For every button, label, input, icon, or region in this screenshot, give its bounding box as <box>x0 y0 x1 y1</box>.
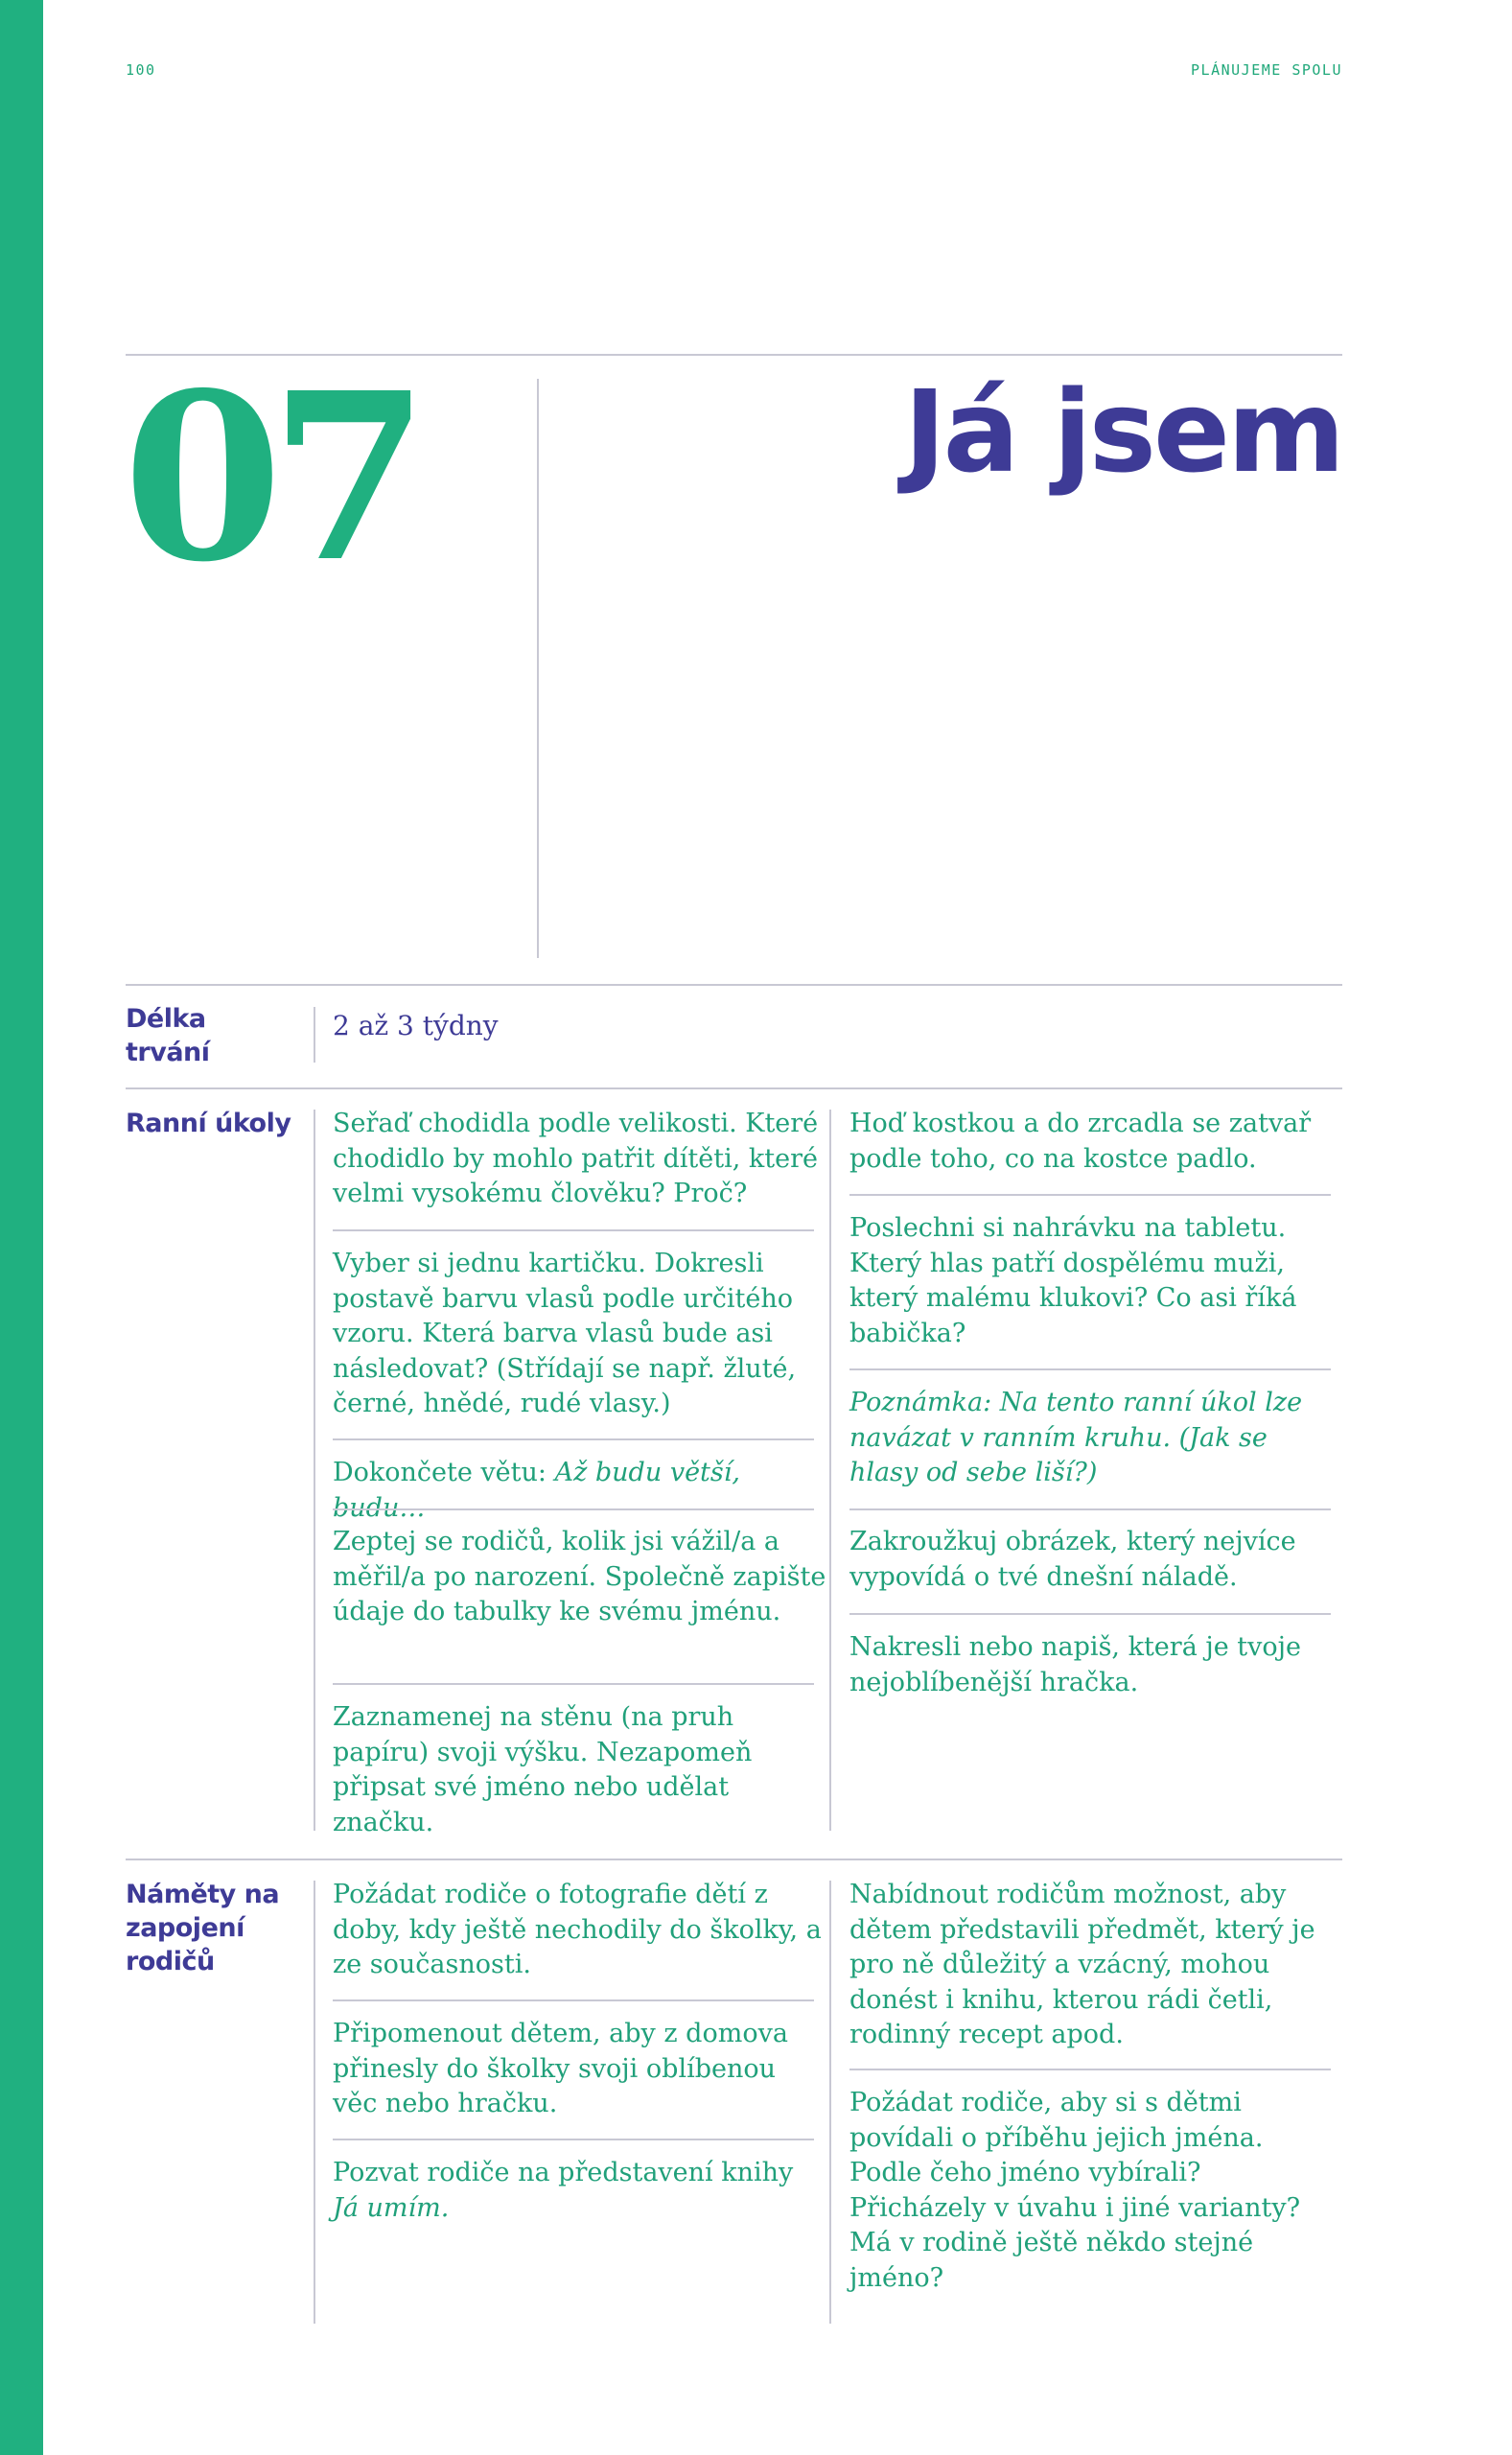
parents-idea-item: Požádat rodiče, aby si s dětmi povídali o příběhu jejich jména. Podle čeho jméno vybírali? Přicházely v úvahu i jiné varianty? Má v rodině ještě někdo stejné jméno? <box>849 2088 1301 2293</box>
morning-task-item: Zeptej se rodičů, kolik jsi vážil/a a měřil/a po narození. Společně zapište údaje do tabulky ke svému jménu. <box>333 1527 826 1626</box>
running-head: PLÁNUJEME SPOLU <box>1191 61 1342 79</box>
item-divider <box>333 1438 814 1440</box>
morning-task-item: Seřaď chodidla podle velikosti. Které chodidlo by mohlo patřit dítěti, které velmi vysokému člověku? Proč? <box>333 1109 819 1208</box>
morning-tasks-label: Ranní úkoly <box>126 1109 291 1138</box>
morning-task-prefix: Dokončete větu: <box>333 1458 555 1487</box>
morning-task-item: Vyber si jednu kartičku. Dokresli postavě barvu vlasů podle určitého vzoru. Která barva vlasů bude asi následovat? (Střídají se např. žluté, černé, hnědé, rudé vlasy.) <box>333 1249 797 1418</box>
chapter-title: Já jsem <box>903 365 1342 498</box>
parents-idea-item: Požádat rodiče o fotografie dětí z doby, kdy ještě nechodily do školky, a ze současnosti. <box>333 1880 822 1979</box>
item-divider <box>849 2069 1331 2070</box>
parents-idea-item: Připomenout dětem, aby z domova přinesly do školky svoji oblíbenou věc nebo hračku. <box>333 2019 788 2118</box>
chapter-number: 07 <box>123 342 416 613</box>
item-divider <box>333 2139 814 2140</box>
morning-col1-divider <box>314 1110 315 1831</box>
parents-label: Náměty na zapojení rodičů <box>126 1880 280 1976</box>
duration-label: Délka trvání <box>126 1004 210 1067</box>
parents-idea-italic: Já umím. <box>333 2192 450 2223</box>
duration-divider <box>314 1007 315 1063</box>
duration-top-rule <box>126 984 1342 986</box>
morning-col2-divider <box>829 1110 831 1831</box>
parents-col2-divider <box>829 1881 831 2324</box>
item-divider <box>333 1999 814 2001</box>
duration-value: 2 až 3 týdny <box>333 1010 499 1041</box>
morning-task-item: Nakresli nebo napiš, která je tvoje nejoblíbenější hračka. <box>849 1632 1302 1697</box>
morning-task-item <box>333 1456 826 1526</box>
item-divider <box>849 1508 1331 1510</box>
chapter-divider <box>537 379 539 958</box>
item-divider <box>333 1683 814 1685</box>
item-divider <box>849 1613 1331 1615</box>
item-divider <box>849 1368 1331 1370</box>
morning-task-note: Poznámka: Na tento ranní úkol lze navázat v ranním kruhu. (Jak se hlasy od sebe liší?) <box>849 1388 1303 1487</box>
morning-task-italic: Až budu větší, budu… <box>333 1458 740 1523</box>
page-number: 100 <box>126 61 156 79</box>
parents-idea-item <box>333 2156 826 2226</box>
parents-idea-item: Nabídnout rodičům možnost, aby dětem představili předmět, který je pro ně důležitý a vzácný, mohou donést i knihu, kterou rádi četli, rodinný recept apod. <box>849 1880 1315 2049</box>
morning-task-item: Poslechni si nahrávku na tabletu. Který hlas patří dospělému muži, který malému klukovi? Co asi říká babička? <box>849 1213 1297 1348</box>
item-divider <box>333 1508 814 1510</box>
morning-task-item: Hoď kostkou a do zrcadla se zatvař podle toho, co na kostce padlo. <box>849 1109 1312 1174</box>
morning-tasks-top-rule <box>126 1087 1342 1089</box>
item-divider <box>333 1229 814 1231</box>
parents-col1-divider <box>314 1881 315 2324</box>
parents-top-rule <box>126 1859 1342 1860</box>
item-divider <box>849 1194 1331 1196</box>
parents-idea-prefix: Pozvat rodiče na představení knihy <box>333 2158 794 2187</box>
side-color-bar <box>0 0 43 2455</box>
morning-task-item: Zaznamenej na stěnu (na pruh papíru) svoji výšku. Nezapomeň připsat své jméno nebo udělat značku. <box>333 1702 753 1837</box>
morning-task-item: Zakroužkuj obrázek, který nejvíce vypovídá o tvé dnešní náladě. <box>849 1527 1296 1592</box>
